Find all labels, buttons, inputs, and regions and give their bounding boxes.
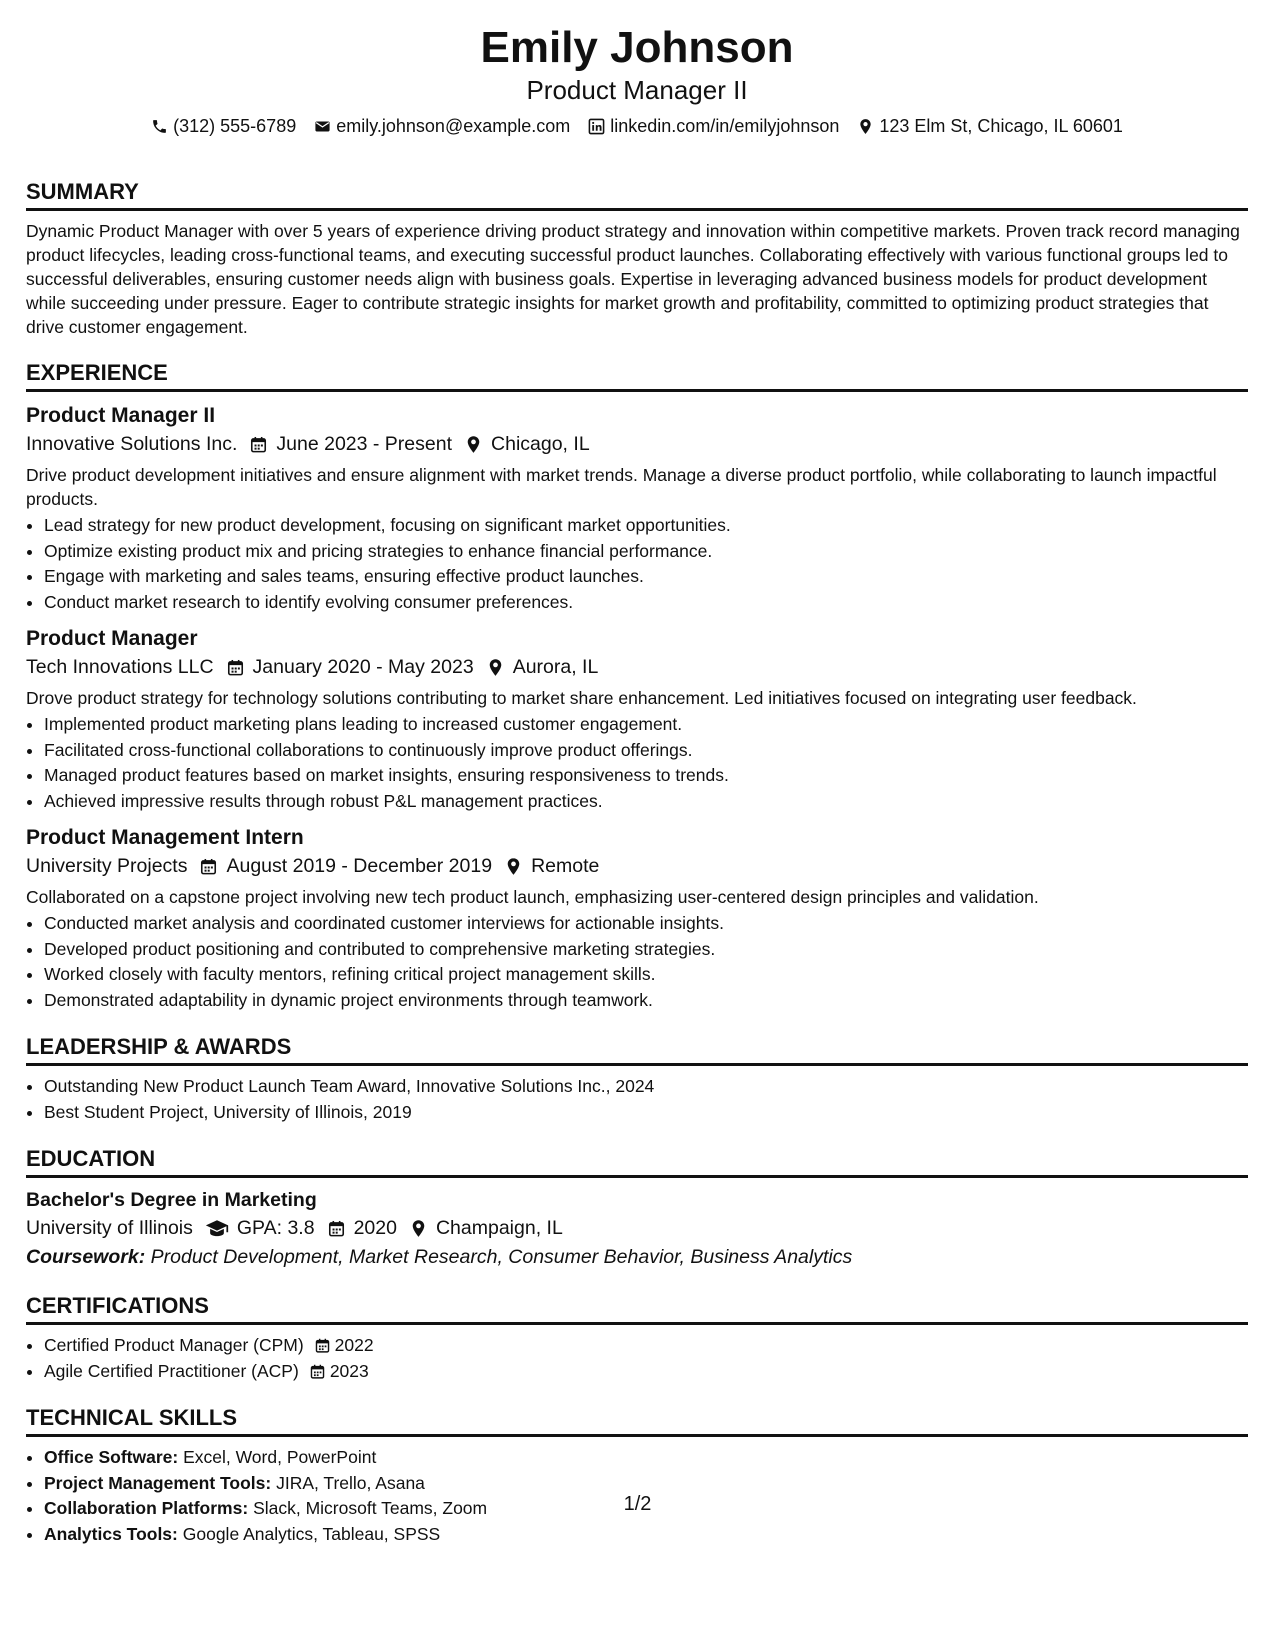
- cert-year: 2022: [334, 1335, 374, 1355]
- contact-address: [857, 114, 1122, 138]
- awards-section: [26, 1033, 1248, 1125]
- resume-header: [26, 22, 1248, 138]
- job-dates: [226, 653, 474, 681]
- calendar-icon: [314, 1337, 331, 1354]
- skill-label: Project Management Tools:: [44, 1472, 272, 1493]
- summary-heading: SUMMARY: [26, 178, 1248, 211]
- coursework-label: Coursework:: [26, 1246, 146, 1268]
- job-dates-text: August 2019 - December 2019: [226, 855, 493, 877]
- skills-heading: TECHNICAL SKILLS: [26, 1404, 1248, 1437]
- job-entry: [26, 824, 1248, 1013]
- list-item: • Outstanding New Product Launch Team Award, Innovative Solutions Inc., 2024: [44, 1074, 1248, 1100]
- education-heading: EDUCATION: [26, 1145, 1248, 1178]
- cert-name: • Agile Certified Practitioner (ACP): [44, 1360, 299, 1381]
- list-item: • Engage with marketing and sales teams, ensuring effective product launches.: [44, 564, 1248, 590]
- calendar-icon: [226, 658, 245, 677]
- job-description: Collaborated on a capstone project involving new tech product launch, emphasizing user-centered design principles and validation.: [26, 887, 1039, 907]
- education-meta: [26, 1214, 1248, 1242]
- list-item: • Lead strategy for new product development, focusing on significant market opportunities.: [44, 513, 1248, 539]
- contact-linkedin-text[interactable]: linkedin.com/in/emilyjohnson: [610, 116, 840, 136]
- map-pin-icon: [464, 435, 483, 454]
- contact-phone-text: (312) 555-6789: [173, 116, 297, 136]
- skill-value: Excel, Word, PowerPoint: [183, 1447, 377, 1467]
- summary-section: [26, 178, 1248, 339]
- education-location-text: Champaign, IL: [435, 1217, 563, 1239]
- education-year-text: 2020: [353, 1217, 397, 1239]
- skill-label: Analytics Tools:: [44, 1523, 178, 1544]
- contact-phone: [151, 114, 296, 138]
- job-dates-text: January 2020 - May 2023: [252, 656, 474, 678]
- contact-linkedin[interactable]: [588, 114, 839, 138]
- list-item: • Managed product features based on market insights, ensuring responsiveness to trends.: [44, 763, 1248, 789]
- map-pin-icon: [504, 857, 523, 876]
- job-title: Product Manager: [26, 627, 198, 650]
- school-name: University of Illinois: [26, 1217, 193, 1239]
- job-bullets: [26, 911, 1248, 1013]
- page-number: 1/2: [623, 1493, 652, 1515]
- list-item: [44, 1522, 1248, 1548]
- list-item: • Developed product positioning and contributed to comprehensive marketing strategies.: [44, 937, 1248, 963]
- list-item: • Worked closely with faculty mentors, refining critical project management skills.: [44, 962, 1248, 988]
- list-item: [44, 1445, 1248, 1471]
- education-location: [409, 1214, 563, 1242]
- job-entry: [26, 402, 1248, 615]
- cert-name: • Certified Product Manager (CPM): [44, 1335, 304, 1355]
- skill-label: Office Software:: [44, 1447, 179, 1467]
- contact-bar: [26, 114, 1248, 138]
- certifications-section: [26, 1292, 1248, 1384]
- calendar-icon: [199, 857, 218, 876]
- list-item: • Facilitated cross-functional collaborations to continuously improve product offerings.: [44, 738, 1248, 764]
- coursework: [26, 1242, 1248, 1272]
- map-pin-icon: [857, 118, 874, 135]
- education-gpa: [205, 1214, 315, 1242]
- map-pin-icon: [409, 1219, 428, 1238]
- job-title: Product Manager II: [26, 404, 216, 427]
- list-item: • Best Student Project, University of Illinois, 2019: [44, 1100, 1248, 1126]
- job-dates-text: June 2023 - Present: [276, 433, 453, 455]
- job-company: Tech Innovations LLC: [26, 656, 214, 678]
- job-bullets: [26, 513, 1248, 615]
- coursework-text: Product Development, Market Research, Consumer Behavior, Business Analytics: [150, 1246, 853, 1268]
- job-company: University Projects: [26, 855, 188, 877]
- list-item: • Achieved impressive results through robust P&L management practices.: [44, 789, 1248, 815]
- gpa-text: GPA: 3.8: [236, 1217, 315, 1239]
- education-year: [327, 1214, 397, 1242]
- candidate-role: Product Manager II: [526, 75, 748, 105]
- skill-label: Collaboration Platforms:: [44, 1498, 249, 1518]
- job-dates: [199, 852, 492, 880]
- job-bullets: [26, 712, 1248, 814]
- certifications-heading: CERTIFICATIONS: [26, 1292, 1248, 1325]
- job-meta: [26, 653, 1248, 681]
- contact-email[interactable]: [314, 114, 570, 138]
- cert-year: 2023: [329, 1360, 369, 1381]
- experience-heading: EXPERIENCE: [26, 359, 1248, 392]
- resume-page: [26, 22, 1248, 1547]
- skill-value: JIRA, Trello, Asana: [276, 1472, 425, 1493]
- list-item: • Optimize existing product mix and pricing strategies to enhance financial performance.: [44, 539, 1248, 565]
- envelope-icon: [314, 118, 331, 135]
- job-meta: [26, 852, 1248, 880]
- skill-value: Google Analytics, Tableau, SPSS: [182, 1523, 441, 1544]
- list-item: • Demonstrated adaptability in dynamic project environments through teamwork.: [44, 988, 1248, 1014]
- calendar-icon: [327, 1219, 346, 1238]
- education-section: [26, 1145, 1248, 1272]
- list-item: • Implemented product marketing plans leading to increased customer engagement.: [44, 712, 1248, 738]
- job-description: Drove product strategy for technology solutions contributing to market share enhancement. Led initiatives focused on integrating user feedback.: [26, 688, 1137, 708]
- skill-value: Slack, Microsoft Teams, Zoom: [253, 1498, 488, 1518]
- contact-email-text[interactable]: emily.johnson@example.com: [336, 116, 571, 136]
- list-item: • Conducted market analysis and coordinated customer interviews for actionable insights.: [44, 911, 1248, 937]
- summary-text: Dynamic Product Manager with over 5 years of experience driving product strategy and innovation within competitive markets. Proven track record managing product lifecycles, leading cross-functional teams, and executing successful product launches. Collaborating effectively with various functional groups led to successful deliverables, ensuring customer needs align with business goals. Expertise in leveraging advanced business models for product development while succeeding under pressure. Eager to contribute strategic insights for market growth and profitability, committed to optimizing product strategies that drive customer engagement.: [26, 221, 1240, 337]
- awards-heading: LEADERSHIP & AWARDS: [26, 1033, 1248, 1066]
- graduation-cap-icon: [205, 1218, 229, 1238]
- skills-section: [26, 1404, 1248, 1547]
- calendar-icon: [249, 435, 268, 454]
- job-location: [464, 430, 590, 458]
- job-dates: [249, 430, 452, 458]
- job-company: Innovative Solutions Inc.: [26, 433, 238, 455]
- list-item: [44, 1359, 1248, 1385]
- phone-icon: [151, 118, 168, 135]
- calendar-icon: [309, 1363, 326, 1380]
- experience-section: [26, 359, 1248, 1013]
- job-meta: [26, 430, 1248, 458]
- job-location-text: Remote: [531, 855, 600, 877]
- awards-list: [26, 1074, 1248, 1125]
- contact-address-text: 123 Elm St, Chicago, IL 60601: [879, 116, 1123, 136]
- job-location-text: Chicago, IL: [491, 433, 590, 455]
- job-description: Drive product development initiatives and ensure alignment with market trends. Manage a diverse product portfolio, while collaborating to launch impactful products.: [26, 465, 1217, 509]
- job-location: [486, 653, 599, 681]
- candidate-name: Emily Johnson: [480, 23, 794, 72]
- job-entry: [26, 625, 1248, 814]
- list-item: • Conduct market research to identify evolving consumer preferences.: [44, 590, 1248, 616]
- map-pin-icon: [486, 658, 505, 677]
- linkedin-icon: [588, 118, 605, 135]
- list-item: [44, 1333, 1248, 1359]
- job-location-text: Aurora, IL: [512, 656, 599, 678]
- certifications-list: [26, 1333, 1248, 1384]
- job-title: Product Management Intern: [26, 826, 304, 849]
- degree-title: Bachelor's Degree in Marketing: [26, 1189, 317, 1211]
- job-location: [504, 852, 599, 880]
